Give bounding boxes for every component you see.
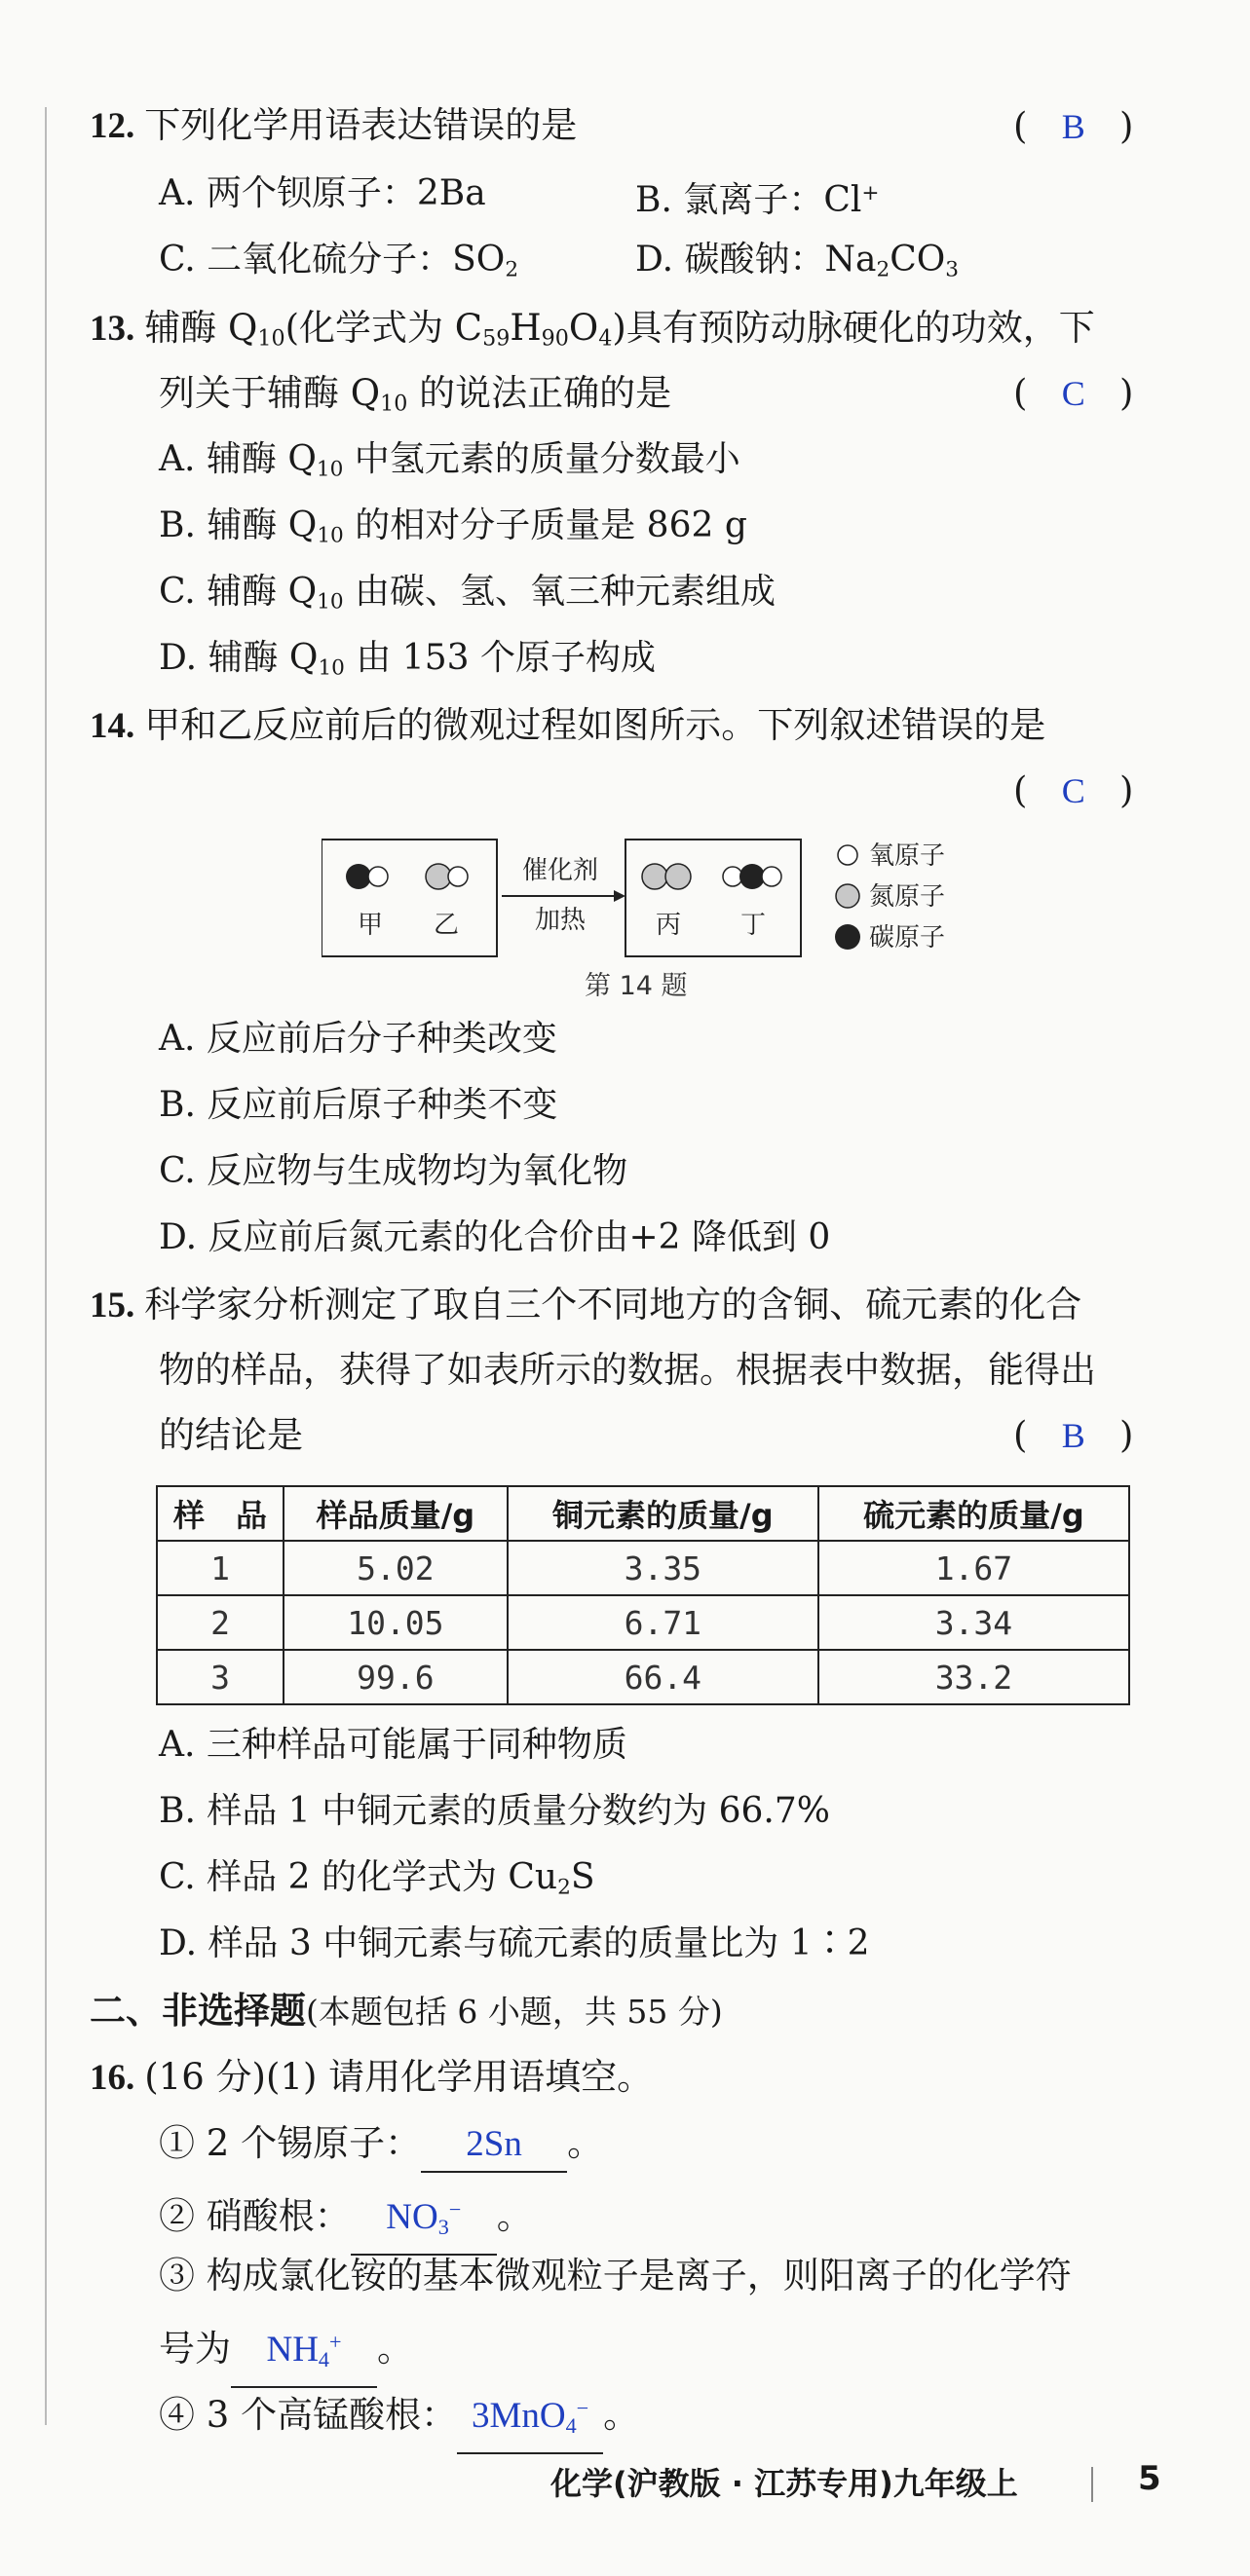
q15-stem-line3: 的结论是	[159, 1414, 303, 1456]
table-row: 2 10.05 6.71 3.34	[157, 1595, 1129, 1650]
q12-number: 12.	[90, 106, 135, 146]
q13-stem: 13. 辅酶 $Q_{10}$(化学式为 $C_{59}H_{90}O_4$)具有预防动脉硬化的功效，下	[90, 307, 1095, 352]
nitrogen-atom	[665, 864, 691, 889]
carbon-atom	[346, 864, 371, 889]
q12-option-c: C. 二氧化硫分子：$SO_2$	[159, 240, 519, 282]
q15-stem: 15. 科学家分析测定了取自三个不同地方的含铜、硫元素的化合	[90, 1284, 1082, 1325]
q14-option-a: A. 反应前后分子种类改变	[159, 1019, 557, 1059]
answer-blank: 2Sn	[421, 2117, 567, 2173]
q15-answer: ( B )	[1013, 1414, 1134, 1456]
nitrogen-atom	[642, 864, 667, 889]
label-bing: 丙	[655, 911, 682, 940]
label-jia: 甲	[357, 911, 384, 940]
answer-blank: $NH_4^+$	[231, 2316, 377, 2388]
legend-carbon: 碳原子	[869, 923, 946, 952]
q12-answer: ( B )	[1013, 105, 1134, 147]
q12-option-b: B. 氯离子：Cl+	[635, 179, 880, 220]
nitrogen-atom	[426, 864, 451, 889]
oxygen-atom	[448, 867, 468, 886]
q16-item1: ① 2 个锡原子： 2Sn 。	[159, 2117, 603, 2173]
table-header: 硫元素的质量/g	[818, 1486, 1129, 1541]
q16-item3-line2: 号为 $NH_4^+$ 。	[159, 2316, 413, 2388]
oxygen-atom	[762, 867, 781, 886]
q14-stem: 14. 甲和乙反应前后的微观过程如图所示。下列叙述错误的是	[90, 704, 1046, 746]
q16-item3: ③ 构成氯化铵的基本微观粒子是离子，则阳离子的化学符	[159, 2255, 1072, 2296]
q12-option-a: A. 两个钡原子：2Ba	[159, 173, 486, 213]
table-header: 样 品	[157, 1486, 284, 1541]
oxygen-atom	[368, 867, 388, 886]
legend-oxygen-icon	[838, 845, 857, 865]
q14-option-b: B. 反应前后原子种类不变	[159, 1085, 558, 1125]
q14-option-d: D. 反应前后氮元素的化合价由+2 降低到 0	[159, 1217, 831, 1257]
q13-option-d: D. 辅酶 $Q_{10}$ 由 153 个原子构成	[159, 638, 656, 681]
legend-carbon-icon	[835, 924, 860, 950]
answer-blank: 3MnO$_4$−	[457, 2382, 603, 2454]
q16-item4: ④ 3 个高锰酸根： 3MnO$_4$− 。	[159, 2382, 639, 2454]
book-title: 化学(沪教版 · 江苏专用)九年级上	[550, 2465, 1018, 2502]
q13-option-b: B. 辅酶 $Q_{10}$ 的相对分子质量是 862 g	[159, 505, 747, 548]
table-header: 铜元素的质量/g	[508, 1486, 818, 1541]
label-yi: 乙	[433, 911, 460, 940]
sample-table	[156, 1485, 1130, 1705]
condition-catalyst: 催化剂	[521, 856, 599, 885]
section-heading: 二、非选择题(本题包括 6 小题，共 55 分)	[90, 1990, 723, 2032]
q14-option-c: C. 反应物与生成物均为氧化物	[159, 1151, 628, 1191]
page-number: 5	[1138, 2459, 1161, 2498]
answer-blank: $NO_3^-$	[351, 2184, 497, 2256]
figure-caption: 第 14 题	[585, 971, 688, 1001]
label-ding: 丁	[739, 911, 767, 940]
q13-option-c: C. 辅酶 $Q_{10}$ 由碳、氢、氧三种元素组成	[159, 572, 777, 615]
table-header: 样品质量/g	[284, 1486, 508, 1541]
condition-heat: 加热	[534, 906, 587, 935]
q16-item2: ② 硝酸根： $NO_3^-$ 。	[159, 2184, 533, 2256]
table-row: 3 99.6 66.4 33.2	[157, 1650, 1129, 1704]
q13-stem-line2: 列关于辅酶 $Q_{10}$ 的说法正确的是	[159, 372, 672, 417]
q13-answer: ( C )	[1013, 372, 1134, 414]
q12-option-d: D. 碳酸钠：$Na_2CO_3$	[635, 240, 959, 282]
q15-stem-line2: 物的样品，获得了如表所示的数据。根据表中数据，能得出	[159, 1349, 1096, 1391]
q14-answer: ( C )	[1013, 769, 1134, 811]
carbon-atom	[739, 864, 765, 889]
q16-stem: 16. (16 分)(1) 请用化学用语填空。	[90, 2056, 654, 2098]
page-footer	[0, 2459, 1250, 2518]
q13-option-a: A. 辅酶 $Q_{10}$ 中氢元素的质量分数最小	[159, 439, 740, 482]
q15-option-a: A. 三种样品可能属于同种物质	[159, 1725, 627, 1765]
footer-divider	[1091, 2467, 1093, 2502]
margin-line	[45, 107, 47, 2425]
q15-option-b: B. 样品 1 中铜元素的质量分数约为 66.7%	[159, 1791, 830, 1831]
legend-nitrogen: 氮原子	[869, 882, 946, 912]
table-header-row	[157, 1486, 1129, 1541]
table-row: 1 5.02 3.35 1.67	[157, 1541, 1129, 1595]
q12-stem: 12. 下列化学用语表达错误的是	[90, 104, 578, 146]
legend-oxygen: 氧原子	[869, 841, 946, 871]
legend-nitrogen-icon	[836, 884, 859, 908]
q15-option-d: D. 样品 3 中铜元素与硫元素的质量比为 1∶2	[159, 1923, 870, 1963]
q15-option-c: C. 样品 2 的化学式为 $Cu_2S$	[159, 1857, 595, 1900]
